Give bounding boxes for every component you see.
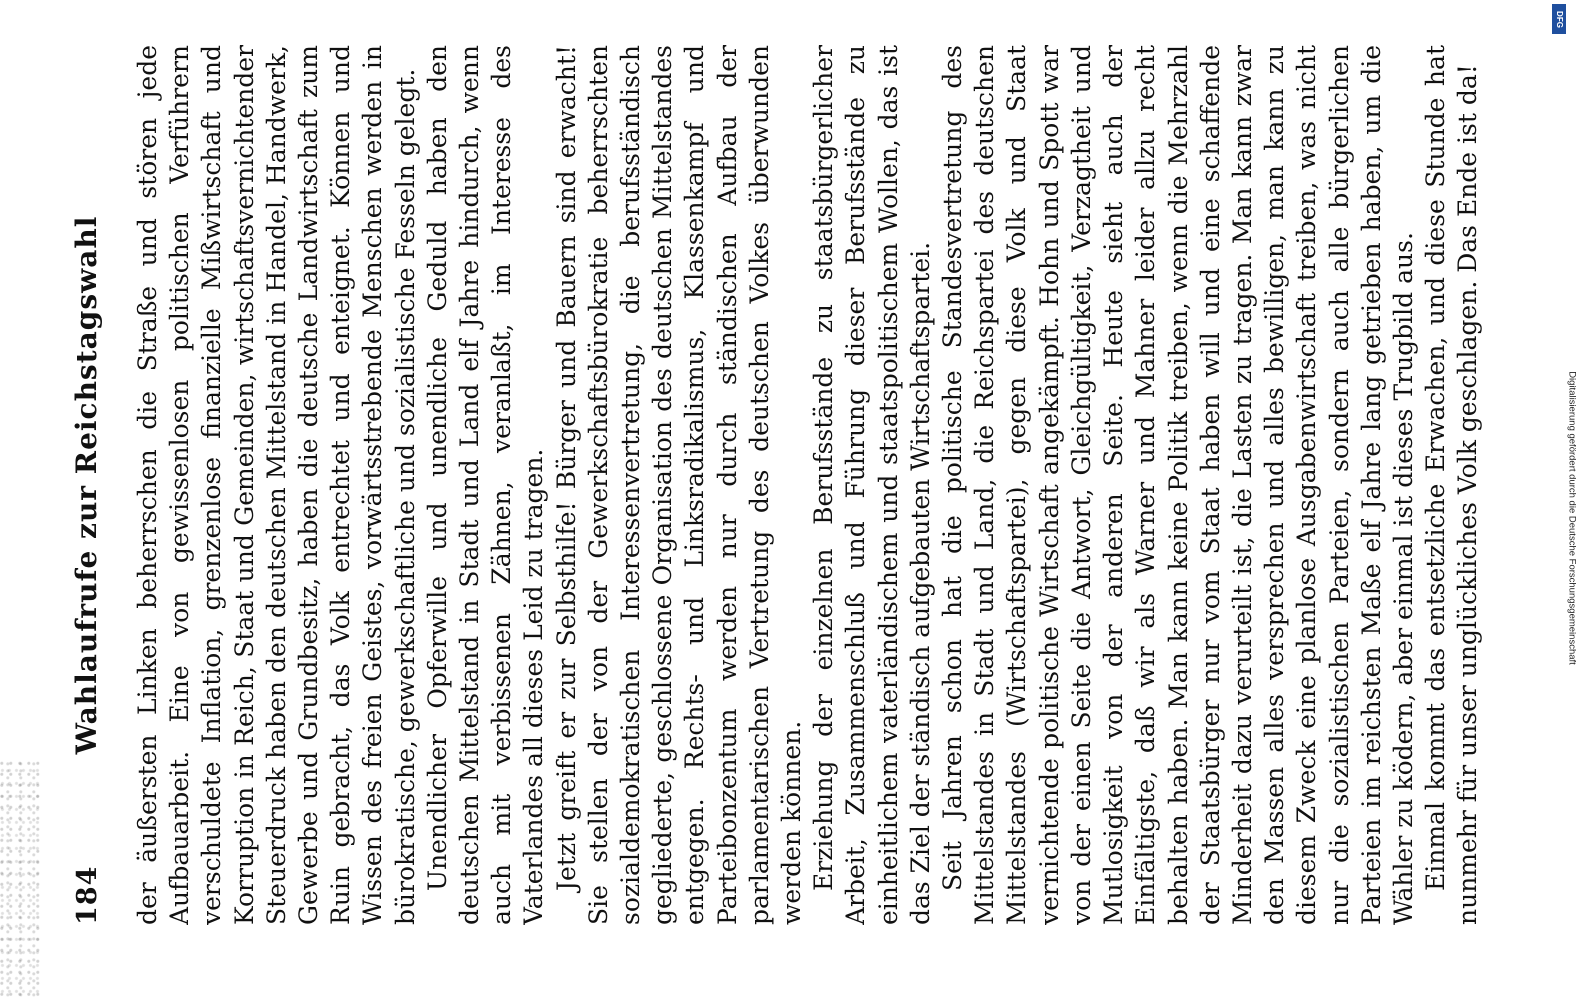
- digitization-credit-text: Digitalisierung gefördert durch die Deutsche Forschungsgemeinschaft: [1566, 371, 1578, 665]
- digitization-credit: [1562, 6, 1582, 996]
- paragraph-6: Einmal kommt das entsetzliche Erwachen, und diese Stunde hat nunmehr für unser unglückliches Volk geschlagen. Das Ende ist da!: [1421, 45, 1483, 925]
- book-page: [58, 45, 1528, 925]
- paragraph-4: Erziehung der einzelnen Berufsstände zu staatsbürgerlicher Arbeit, Zusammenschluß und Führung dieser Berufsstände zu einheitlichem vaterländischem und staatspolitischem Wollen, das ist das Ziel der ständisch aufgebauten Wirtschaftspartei.: [809, 45, 935, 925]
- scan-speckle: [0, 760, 40, 1000]
- paragraph-1: der äußersten Linken beherrschen die Straße und stören jede Aufbauarbeit. Eine von gewissenlosen politischen Verführern verschuldete Inflation, grenzenlose finanzielle Mißwirtschaft und Korruption in Reich, Staat und Gemeinden, wirtschaftsvernichtender Steuerdruck haben den deutschen Mittelstand in Handel, Handwerk, Gewerbe und Grundbesitz, haben die deutsche Landwirtschaft zum Ruin gebracht, das Volk entrechtet und enteignet. Können und Wissen des freien Geistes, vorwärtsstrebende Menschen werden in bürokratische, gewerkschaftliche und sozialistische Fesseln gelegt.: [133, 45, 420, 925]
- paragraph-2: Unendlicher Opferwille und unendliche Geduld haben den deutschen Mittelstand in Stadt und Land elf Jahre hindurch, wenn auch mit verbissenen Zähnen, veranlaßt, im Interesse des Vaterlandes all dieses Leid zu tragen.: [422, 45, 549, 925]
- page-header: [58, 45, 118, 925]
- page-number: 184: [72, 865, 103, 925]
- paragraph-3: Jetzt greift er zur Selbsthilfe! Bürger und Bauern sind erwacht! Sie stellen der von der Gewerkschaftsbürokratie beherrschten sozialdemokratischen Interessenvertretung, die berufsständisch gegliederte, geschlossene Organisation des deutschen Mittelstandes entgegen. Rechts- und Linksradikalismus, Klassenkampf und Parteibonzentum werden nur durch ständischen Aufbau der parlamentarischen Vertretung des deutschen Volkes überwunden werden können.: [551, 45, 807, 925]
- dfg-logo-text: DFG: [1554, 10, 1564, 28]
- paragraph-5: Seit Jahren schon hat die politische Standesvertretung des Mittelstandes in Stadt und Land, die Reichspartei des deutschen Mittelstandes (Wirtschaftspartei), gegen diese Volk und Staat vernichtende politische Wirtschaft angekämpft. Hohn und Spott war von der einen Seite die Antwort, Gleichgültigkeit, Verzagtheit und Mutlosigkeit von der anderen Seite. Heute sieht auch der Einfältigste, daß wir als Warner und Mahner leider allzu recht behalten haben. Man kann keine Politik treiben, wenn die Mehrzahl der Staatsbürger nur vom Staat haben will und eine schaffende Minderheit dazu verurteilt ist, die Lasten zu tragen. Man kann zwar den Massen alles versprechen und alles bewilligen, man kann zu diesem Zweck eine planlose Ausgabenwirtschaft treiben, was nicht nur die sozialistischen Parteien, sondern auch alle bürgerlichen Parteien im reichsten Maße elf Jahre lang getrieben haben, um die Wähler zu ködern, aber einmal ist dieses Trugbild aus.: [938, 45, 1418, 925]
- page-body: [132, 45, 1522, 925]
- running-title: Wahlaufrufe zur Reichstagswahl: [70, 215, 103, 755]
